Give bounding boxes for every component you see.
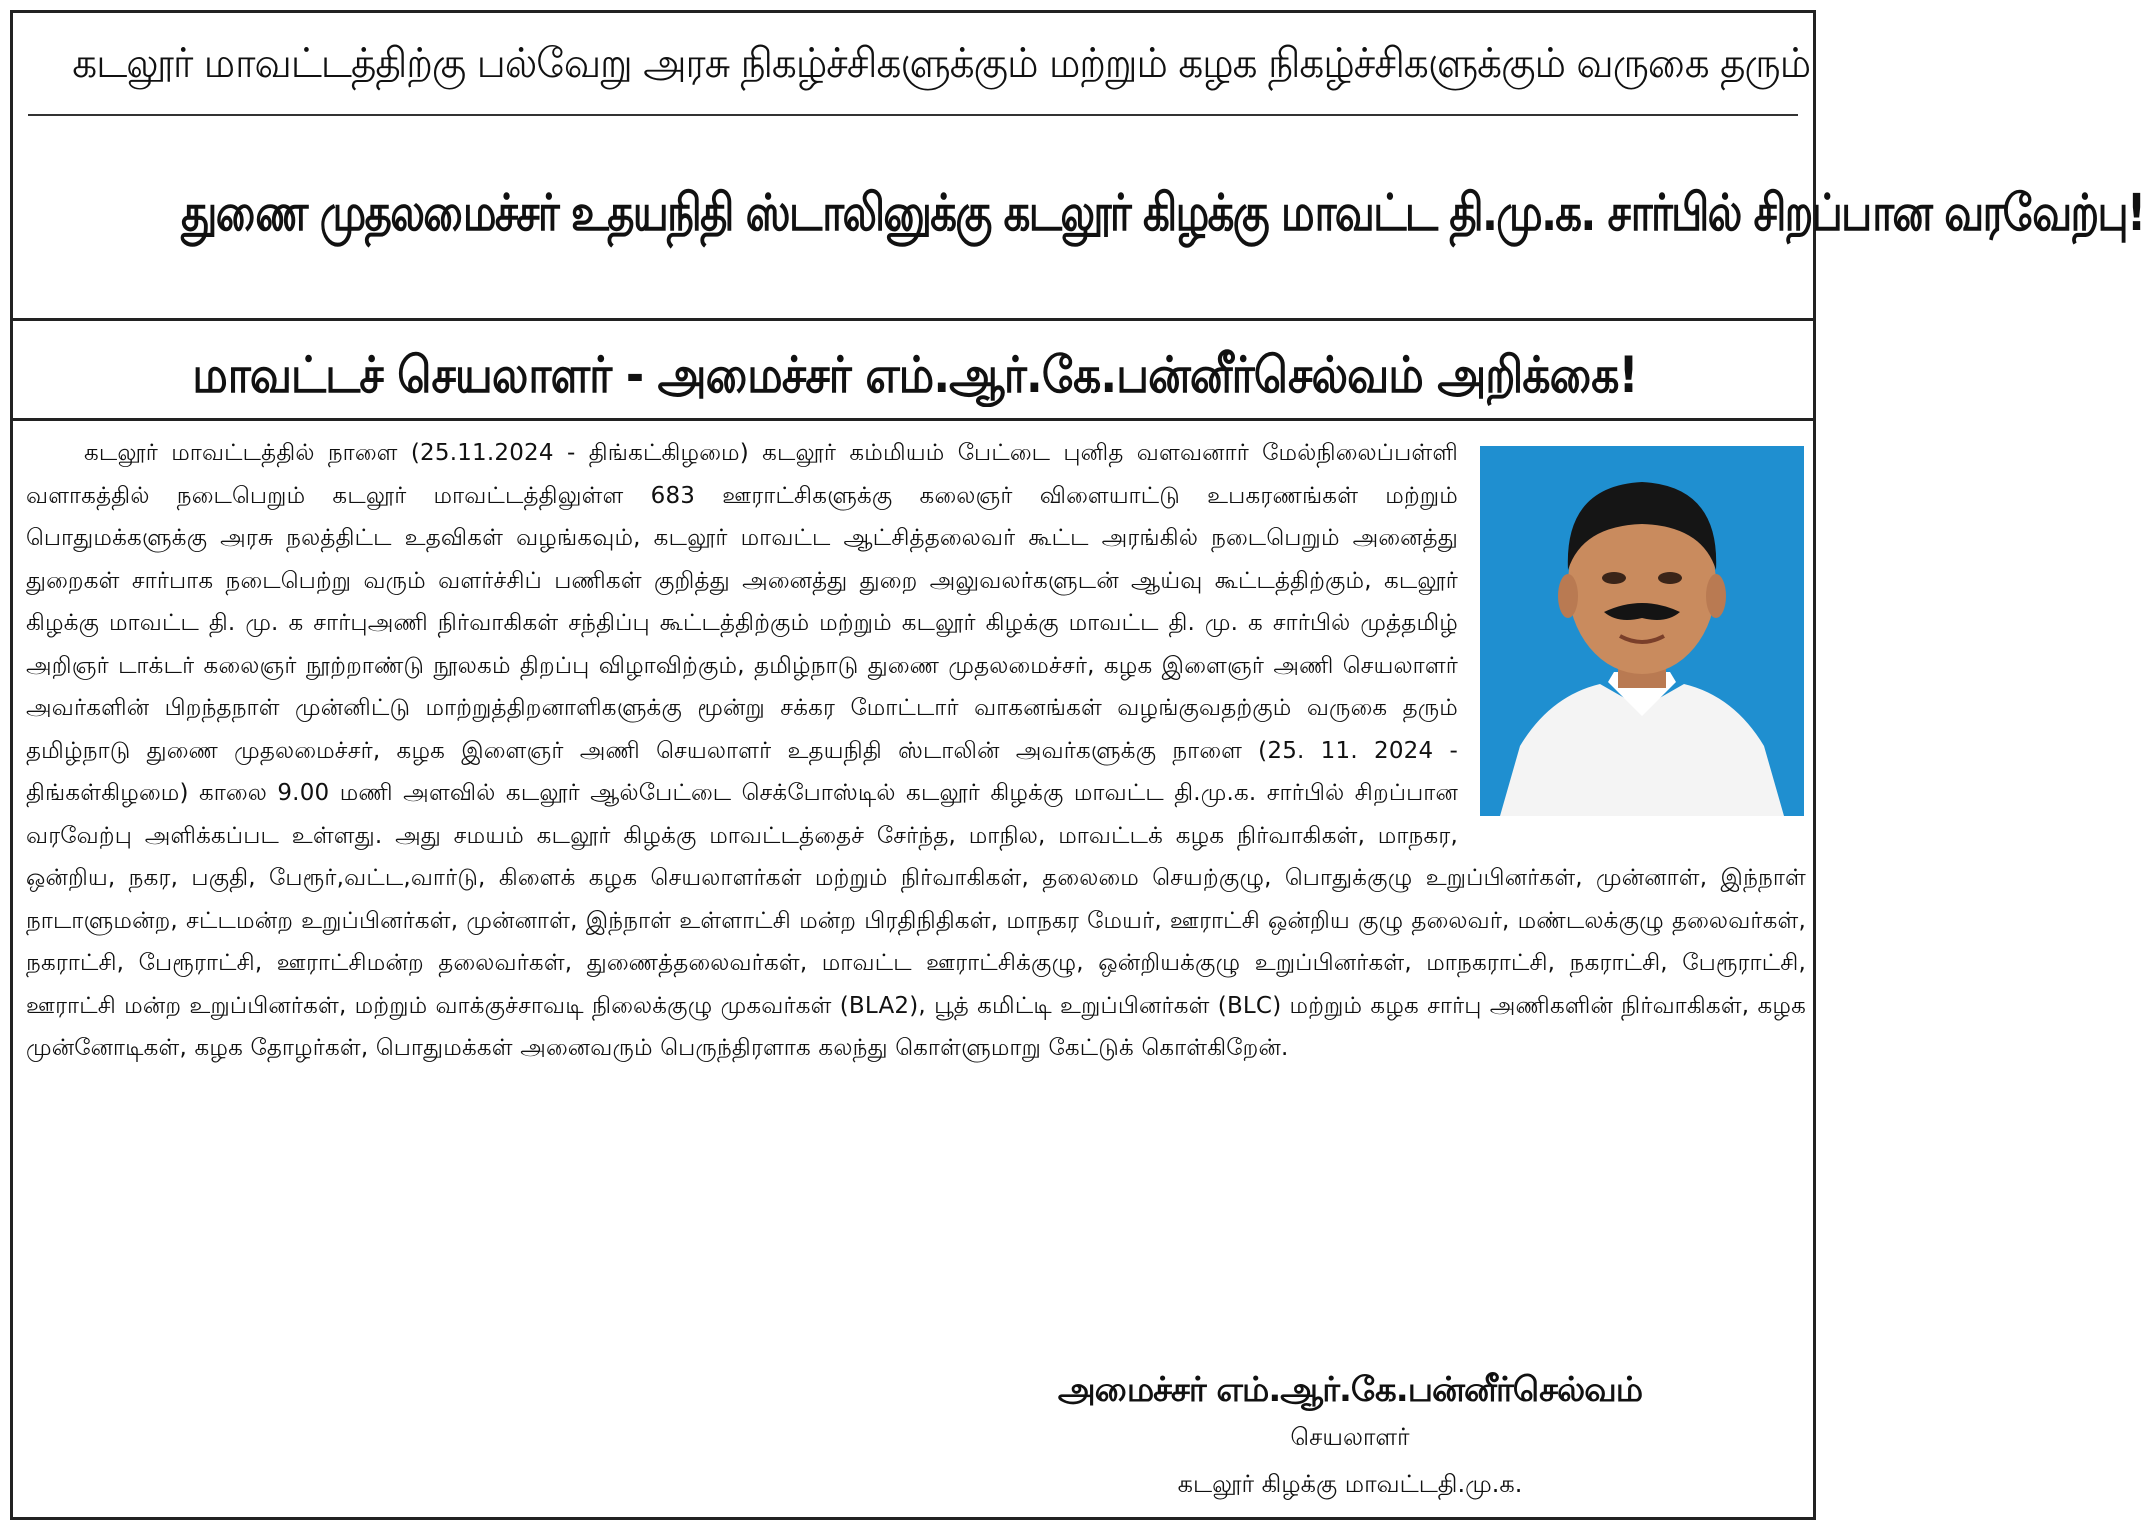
signatory-role: செயலாளர் — [1290, 1423, 1410, 1451]
body-paragraph: கடலூர் மாவட்டத்தில் நாளை (25.11.2024 - திங்கட்கிழமை) கடலூர் கம்மியம் பேட்டை புனித வளவனார் மேல்நிலைப்பள்ளி வளாகத்தில் நடைபெறும் கடலூர் மாவட்டத்திலுள்ள 683 ஊராட்சிகளுக்கு கலைஞர் விளையாட்டு உபகரணங்கள் மற்றும் பொதுமக்களுக்கு அரசு நலத்திட்ட உதவிகள் வழங்கவும், கடலூர் மாவட்ட ஆட்சித்தலைவர் கூட்ட அரங்கில் நடைபெறும் அனைத்து துறைகள் சார்பாக நடைபெற்று வரும் வளர்ச்சிப் பணிகள் குறித்து அனைத்து துறை அலுவலர்களுடன் ஆய்வு கூட்டத்திற்கும், கடலூர் கிழக்கு மாவட்ட தி. மு. க சார்புஅணி நிர்வாகிகள் சந்திப்பு கூட்டத்திற்கும் மற்றும் கடலூர் கிழக்கு மாவட்ட தி. மு. க சார்பில் முத்தமிழ் அறிஞர் டாக்டர் கலைஞர் நூற்றாண்டு நூலகம் திறப்பு விழாவிற்கும், தமிழ்நாடு துணை முதலமைச்சர், கழக இளைஞர் அணி செயலாளர் அவர்களின் பிறந்தநாள் முன்னிட்டு மாற்றுத்திறனாளிகளுக்கு மூன்று சக்கர மோட்டார் வாகனங்கள் வழங்குவதற்கும் வருகை தரும் தமிழ்நாடு துணை முதலமைச்சர், கழக இளைஞர் அணி செயலாளர் உதயநிதி ஸ்டாலின் அவர்களுக்கு நாளை (25. 11. 2024 - திங்கள்கிழமை) காலை 9.00 மணி அளவில் கடலூர் ஆல்பேட்டை செக்போஸ்டில் கடலூர் கிழக்கு மாவட்ட தி.மு.க. சார்பில் சிறப்பான வரவேற்பு அளிக்கப்பட உள்ளது. அது சமயம் கடலூர் கிழக்கு மாவட்டத்தைச் சேர்ந்த, மாநில, மாவட்டக் கழக நிர்வாகிகள், மாநகர, ஒன்றிய, நகர, பகுதி, பேரூர்,வட்ட,வார்டு, கிளைக் கழக செயலாளர்கள் மற்றும் நிர்வாகிகள், தலைமை செயற்குழு, பொதுக்குழு உறுப்பினர்கள், முன்னாள், இந்நாள் நாடாளுமன்ற, சட்டமன்ற உறுப்பினர்கள், முன்னாள், இந்நாள் உள்ளாட்சி மன்ற பிரதிநிதிகள், மாநகர மேயர், ஊராட்சி ஒன்றிய குழு தலைவர், மண்டலக்குழு தலைவர்கள், நகராட்சி, பேரூராட்சி, ஊராட்சிமன்ற தலைவர்கள், துணைத்தலைவர்கள், மாவட்ட ஊராட்சிக்குழு, ஒன்றியக்குழு உறுப்பினர்கள், மாநகராட்சி, நகராட்சி, பேரூராட்சி, ஊராட்சி மன்ற உறுப்பினர்கள், மற்றும் வாக்குச்சாவடி நிலைக்குழு முகவர்கள் (BLA2), பூத் கமிட்டி உறுப்பினர்கள் (BLC) மற்றும் கழக சார்பு அணிகளின் நிர்வாகிகள், கழக முன்னோடிகள், கழக தோழர்கள், பொதுமக்கள் அனைவரும் பெருந்திரளாக கலந்து கொள்ளுமாறு கேட்டுக் கொள்கிறேன். — [26, 440, 1806, 1061]
subheadline: மாவட்டச் செயலாளர் - அமைச்சர் எம்.ஆர்.கே.பன்னீர்செல்வம் அறிக்கை! — [192, 346, 1638, 404]
portrait-photo — [1480, 446, 1804, 816]
portrait-illustration — [1480, 446, 1804, 816]
article-body — [26, 432, 1806, 1070]
signatory-organization: கடலூர் கிழக்கு மாவட்டதி.மு.க. — [1177, 1470, 1523, 1498]
kicker-line: கடலூர் மாவட்டத்திற்கு பல்வேறு அரசு நிகழ்ச்சிகளுக்கும் மற்றும் கழக நிகழ்ச்சிகளுக்கும் வருகை தரும் — [72, 39, 1811, 87]
headline-divider — [10, 318, 1816, 321]
headline: துணை முதலமைச்சர் உதயநிதி ஸ்டாலினுக்கு கடலூர் கிழக்கு மாவட்ட தி.மு.க. சார்பில் சிறப்பான வரவேற்பு! — [181, 184, 2144, 243]
signatory-name: அமைச்சர் எம்.ஆர்.கே.பன்னீர்செல்வம் — [1057, 1370, 1643, 1410]
subhead-divider — [10, 418, 1816, 421]
kicker-divider — [28, 114, 1798, 116]
